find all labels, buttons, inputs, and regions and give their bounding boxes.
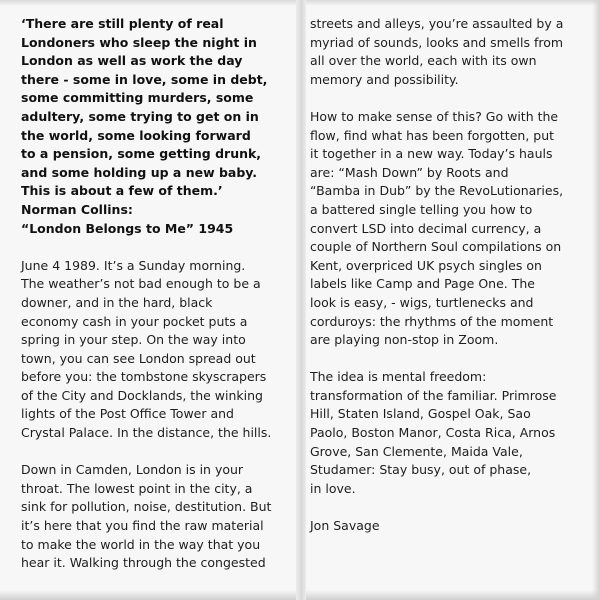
- text-line: Studamer: Stay busy, out of phase,: [310, 462, 532, 478]
- text-line: “Bamba in Dub” by the RevoLutionaries,: [310, 183, 564, 199]
- text-line: of the City and Docklands, the winking: [21, 387, 263, 403]
- text-line: Grove, San Clemente, Maida Vale,: [310, 443, 523, 459]
- text-line: hear it. Walking through the congested: [21, 555, 266, 571]
- text-line: memory and possibility.: [310, 71, 459, 87]
- text-line: downer, and in the hard, black: [21, 294, 213, 310]
- text-line: Londoners who sleep the night in: [21, 34, 257, 50]
- text-line: economy cash in your pocket puts a: [21, 313, 248, 329]
- booklet-spine: [296, 0, 306, 600]
- text-line: The weather’s not bad enough to be a: [21, 276, 261, 292]
- text-line: convert LSD into decimal currency, a: [310, 220, 542, 236]
- text-line: to a pension, some getting drunk,: [21, 146, 262, 162]
- text-line: lights of the Post Office Tower and: [21, 406, 234, 422]
- epigraph-quote: [21, 15, 293, 238]
- text-line: are: “Mash Down” by Roots and: [310, 164, 509, 180]
- text-line: How to make sense of this? Go with the: [310, 108, 559, 124]
- text-line: ‘There are still plenty of real: [21, 16, 224, 31]
- text-line: before you: the tombstone skyscrapers: [21, 369, 267, 385]
- left-page-column: [21, 15, 293, 573]
- text-line: “London Belongs to Me” 1945: [21, 220, 234, 236]
- paragraph: [310, 368, 592, 498]
- text-line: transformation of the familiar. Primrose: [310, 387, 557, 403]
- text-line: London as well as work the day: [21, 53, 243, 69]
- text-line: labels like Camp and Page One. The: [310, 276, 535, 292]
- right-page-column: [310, 15, 592, 536]
- text-line: are playing non-stop in Zoom.: [310, 332, 499, 348]
- page-edge-right: [592, 0, 600, 600]
- paragraph: [310, 15, 592, 89]
- text-line: it together in a new way. Today’s hauls: [310, 146, 553, 162]
- text-line: The idea is mental freedom:: [310, 369, 487, 385]
- text-line: look is easy, - wigs, turtlenecks and: [310, 294, 534, 310]
- text-line: This is about a few of them.’: [21, 183, 223, 199]
- text-line: Norman Collins:: [21, 201, 133, 217]
- text-line: and some holding up a new baby.: [21, 164, 258, 180]
- text-line: all over the world, each with its own: [310, 53, 537, 69]
- text-line: in love.: [310, 480, 356, 496]
- text-line: June 4 1989. It’s a Sunday morning.: [21, 257, 246, 273]
- text-line: streets and alleys, you’re assaulted by a: [310, 16, 564, 31]
- text-line: Crystal Palace. In the distance, the hills.: [21, 425, 272, 441]
- paragraph: [21, 257, 293, 443]
- text-line: Kent, overpriced UK psych singles on: [310, 257, 542, 273]
- text-line: sink for pollution, noise, destitution. But: [21, 499, 272, 515]
- text-line: corduroys: the rhythms of the moment: [310, 313, 554, 329]
- text-line: myriad of sounds, looks and smells from: [310, 34, 564, 50]
- text-line: Paolo, Boston Manor, Costa Rica, Arnos: [310, 425, 556, 441]
- text-line: spring in your step. On the way into: [21, 332, 246, 348]
- text-line: adultery, some trying to get on in: [21, 108, 259, 124]
- text-line: throat. The lowest point in the city, a: [21, 480, 253, 496]
- paragraph: [310, 108, 592, 350]
- text-line: a battered single telling you how to: [310, 201, 533, 217]
- paragraph: [21, 461, 293, 573]
- text-line: some committing murders, some: [21, 90, 254, 106]
- text-line: Hill, Staten Island, Gospel Oak, Sao: [310, 406, 531, 422]
- text-line: it’s here that you find the raw material: [21, 518, 264, 534]
- author-signature: Jon Savage: [310, 518, 380, 534]
- text-line: town, you can see London spread out: [21, 350, 256, 366]
- text-line: Down in Camden, London is in your: [21, 462, 244, 478]
- text-line: the world, some looking forward: [21, 127, 251, 143]
- text-line: to make the world in the way that you: [21, 536, 261, 552]
- text-line: flow, find what has been forgotten, put: [310, 127, 555, 143]
- text-line: there - some in love, some in debt,: [21, 71, 268, 87]
- text-line: couple of Northern Soul compilations on: [310, 239, 562, 255]
